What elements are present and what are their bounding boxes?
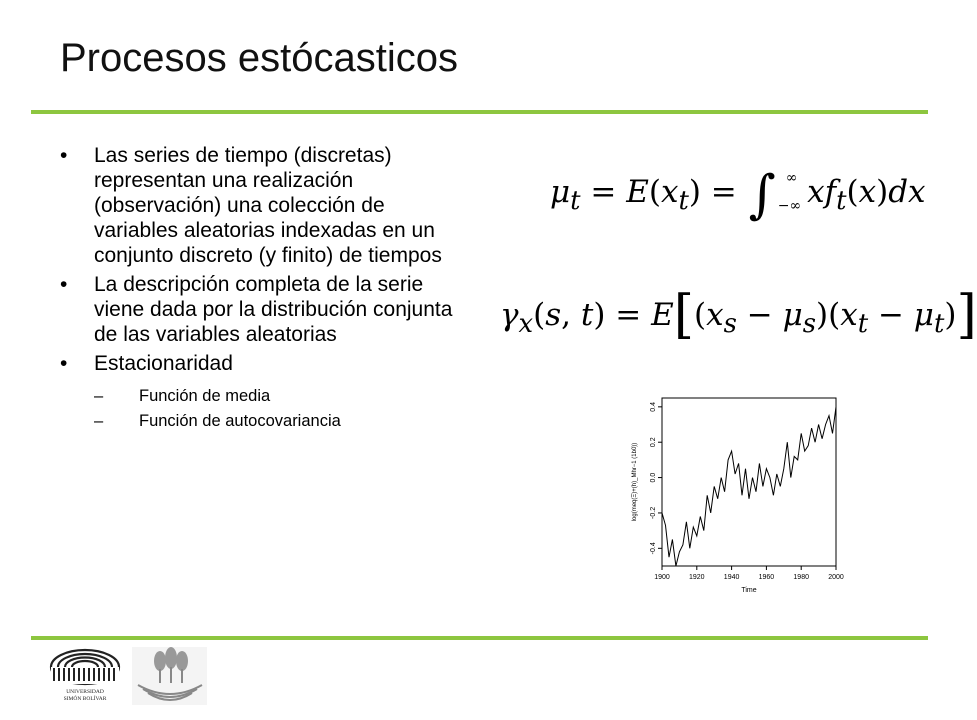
sub-bullet-text: Función de autocovariancia: [139, 412, 341, 430]
x-tick-label: 1920: [689, 574, 705, 581]
sub-bullet-dash: –: [94, 387, 104, 405]
y-tick-label: -0.4: [650, 542, 657, 555]
slide-title: Procesos estócasticos: [60, 36, 458, 80]
sub-bullet-item: [94, 409, 460, 434]
y-axis-label: log(meq(Ξ)+(h)_Mhr−1 (1b0)): [632, 442, 638, 522]
bullet-item: [60, 351, 460, 434]
temperature-series-line: [662, 407, 836, 566]
y-tick-label: 0.2: [650, 437, 657, 448]
x-tick-label: 1960: [758, 574, 775, 581]
usb-caption-line-2: SIMÓN BOLÍVAR: [63, 696, 107, 702]
usb-caption-line-1: UNIVERSIDAD: [66, 689, 104, 695]
bullet-list: [60, 143, 460, 438]
title-divider: [31, 110, 928, 114]
bullet-dot: •: [60, 352, 68, 375]
y-tick-label: -0.2: [650, 506, 657, 519]
x-tick-label: 1900: [654, 574, 670, 581]
sub-bullet-dash: –: [94, 412, 104, 430]
trees-logo: [132, 647, 207, 705]
global-temperature-chart: [614, 388, 854, 598]
usb-logo: [51, 650, 119, 702]
mean-formula: $\mu_t = E(x_t)$ = ∫ ∞ −∞ $xf_t(x)dx$: [550, 165, 926, 225]
sub-bullet-list: [94, 384, 460, 434]
chart-frame: [662, 398, 836, 566]
x-tick-label: 2000: [828, 574, 844, 581]
bullet-dot: •: [60, 273, 68, 296]
footer-divider: [31, 636, 928, 640]
y-tick-label: 0.0: [650, 472, 657, 483]
footer-logos: [40, 645, 220, 710]
sub-bullet-text: Función de media: [139, 387, 271, 405]
x-tick-label: 1980: [793, 574, 809, 581]
x-tick-label: 1940: [723, 574, 740, 581]
bullet-item: [60, 272, 460, 347]
sub-bullet-item: [94, 384, 460, 409]
x-axis-label: Time: [741, 587, 757, 594]
y-tick-label: 0.4: [650, 401, 657, 412]
autocovariance-formula: $\gamma_x(s$, $t) = E[(x_s - \mu_s)(x_t - \mu_t)]$: [500, 285, 977, 345]
bullet-item: [60, 143, 460, 268]
bullet-text: Las series de tiempo (discretas) representan una realización (observación) una colección de variables aleatorias indexadas en un conjunto discreto (y finito) de tiempos: [94, 144, 442, 267]
bullet-text: Estacionaridad: [94, 352, 233, 375]
bullet-dot: •: [60, 144, 68, 167]
bullet-text: La descripción completa de la serie viene dada por la distribución conjunta de las variables aleatorias: [94, 273, 453, 346]
